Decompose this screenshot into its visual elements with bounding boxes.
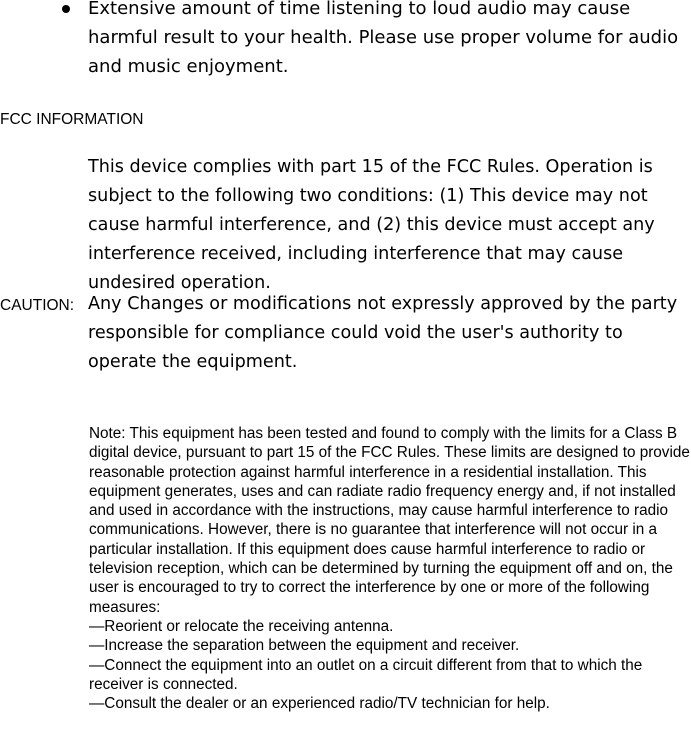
- measure-item: —Consult the dealer or an experienced radio/TV technician for help.: [89, 695, 550, 713]
- measure-item: —Increase the separation between the equipment and receiver.: [89, 637, 520, 655]
- bullet-point-icon: [62, 5, 70, 13]
- health-warning-text: Extensive amount of time listening to loud audio may cause harmful result to your health. Please use proper volume for audio and music enjoyment.: [88, 0, 679, 77]
- fcc-note-section: [89, 424, 691, 713]
- measure-item: —Connect the equipment into an outlet on a circuit different from that to which the receiver is connected.: [89, 656, 643, 693]
- note-paragraph: Note: This equipment has been tested and found to comply with the limits for a Class B digital device, pursuant to part 15 of the FCC Rules. These limits are designed to provide reasonable protection against harmful interference in a residential installation. This equipment generates, uses and can radiate radio frequency energy and, if not installed and used in accordance with the instructions, may cause harmful interference to radio communications. However, there is no guarantee that interference will not occur in a particular installation. If this equipment does cause harmful interference to radio or television reception, which can be determined by turning the equipment off and on, the user is encouraged to try to correct the interference by one or more of the following measures:: [89, 425, 690, 616]
- caution-label: CAUTION:: [0, 297, 75, 314]
- measure-item: —Reorient or relocate the receiving antenna.: [89, 617, 394, 635]
- caution-text: Any Changes or modifications not expressly approved by the party responsible for compliance could void the user's authority to operate the equipment.: [88, 294, 678, 372]
- fcc-compliance-statement: This device complies with part 15 of the FCC Rules. Operation is subject to the following two conditions: (1) This device may not cause harmful interference, and (2) this device must accept any interference received, including interference that may cause undesired operation.: [88, 157, 655, 293]
- fcc-information-heading: FCC INFORMATION: [0, 111, 144, 128]
